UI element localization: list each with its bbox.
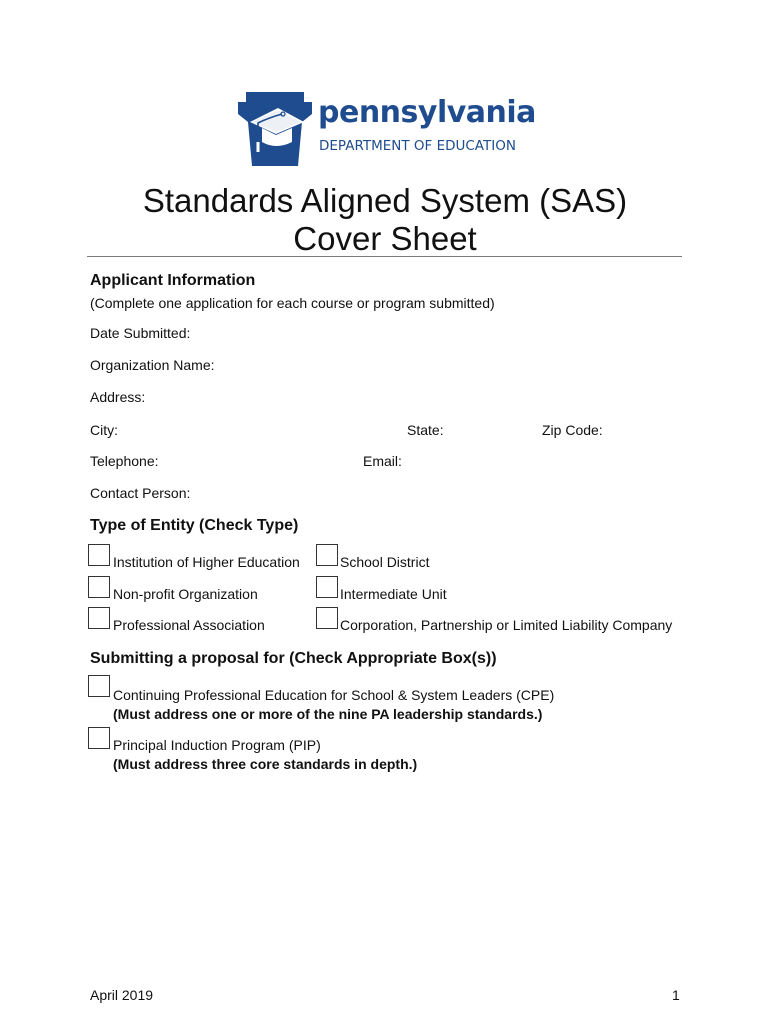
page-subtitle: Cover Sheet xyxy=(293,220,477,257)
checkbox-non-profit[interactable] xyxy=(88,576,110,598)
checkbox-school-district[interactable] xyxy=(316,544,338,566)
option-pip-label: Principal Induction Program (PIP) xyxy=(113,737,321,753)
entity-heading: Type of Entity (Check Type) xyxy=(90,517,299,534)
option-pip-note: (Must address three core standards in depth.) xyxy=(113,756,418,772)
checkbox-professional-association[interactable] xyxy=(88,607,110,629)
contact-person-field[interactable]: Contact Person: xyxy=(90,485,191,501)
checkbox-corporation[interactable] xyxy=(316,607,338,629)
zip-code-field[interactable]: Zip Code: xyxy=(542,422,603,438)
date-submitted-field[interactable]: Date Submitted: xyxy=(90,325,191,341)
organization-name-field[interactable]: Organization Name: xyxy=(90,357,215,373)
proposal-heading: Submitting a proposal for (Check Appropriate Box(s)) xyxy=(90,650,497,667)
keystone-graduation-cap-icon xyxy=(238,92,312,166)
checkbox-cpe[interactable] xyxy=(88,675,110,697)
checkbox-pip[interactable] xyxy=(88,727,110,749)
address-field[interactable]: Address: xyxy=(90,389,146,405)
option-cpe-label: Continuing Professional Education for School & System Leaders (CPE) xyxy=(113,687,555,703)
footer-date: April 2019 xyxy=(90,987,154,1003)
option-school-district-label: School District xyxy=(340,554,430,570)
option-professional-association-label: Professional Association xyxy=(113,617,265,633)
email-field[interactable]: Email: xyxy=(363,453,402,469)
logo-wordmark: pennsylvania xyxy=(318,95,536,130)
checkbox-higher-education[interactable] xyxy=(88,544,110,566)
applicant-instruction: (Complete one application for each course or program submitted) xyxy=(90,295,495,311)
applicant-heading: Applicant Information xyxy=(90,272,256,289)
city-field[interactable]: City: xyxy=(90,422,118,438)
page-title: Standards Aligned System (SAS) xyxy=(142,182,628,219)
option-cpe-note: (Must address one or more of the nine PA leadership standards.) xyxy=(113,706,543,722)
state-field[interactable]: State: xyxy=(407,422,444,438)
option-non-profit-label: Non-profit Organization xyxy=(113,586,258,602)
option-corporation-label: Corporation, Partnership or Limited Liability Company xyxy=(340,617,673,633)
checkbox-intermediate-unit[interactable] xyxy=(316,576,338,598)
page-number: 1 xyxy=(672,987,680,1003)
option-higher-education-label: Institution of Higher Education xyxy=(113,554,300,570)
logo-subtitle: DEPARTMENT OF EDUCATION xyxy=(319,138,516,154)
title-divider xyxy=(87,256,682,257)
pde-logo xyxy=(238,92,538,166)
option-intermediate-unit-label: Intermediate Unit xyxy=(340,586,447,602)
telephone-field[interactable]: Telephone: xyxy=(90,453,159,469)
